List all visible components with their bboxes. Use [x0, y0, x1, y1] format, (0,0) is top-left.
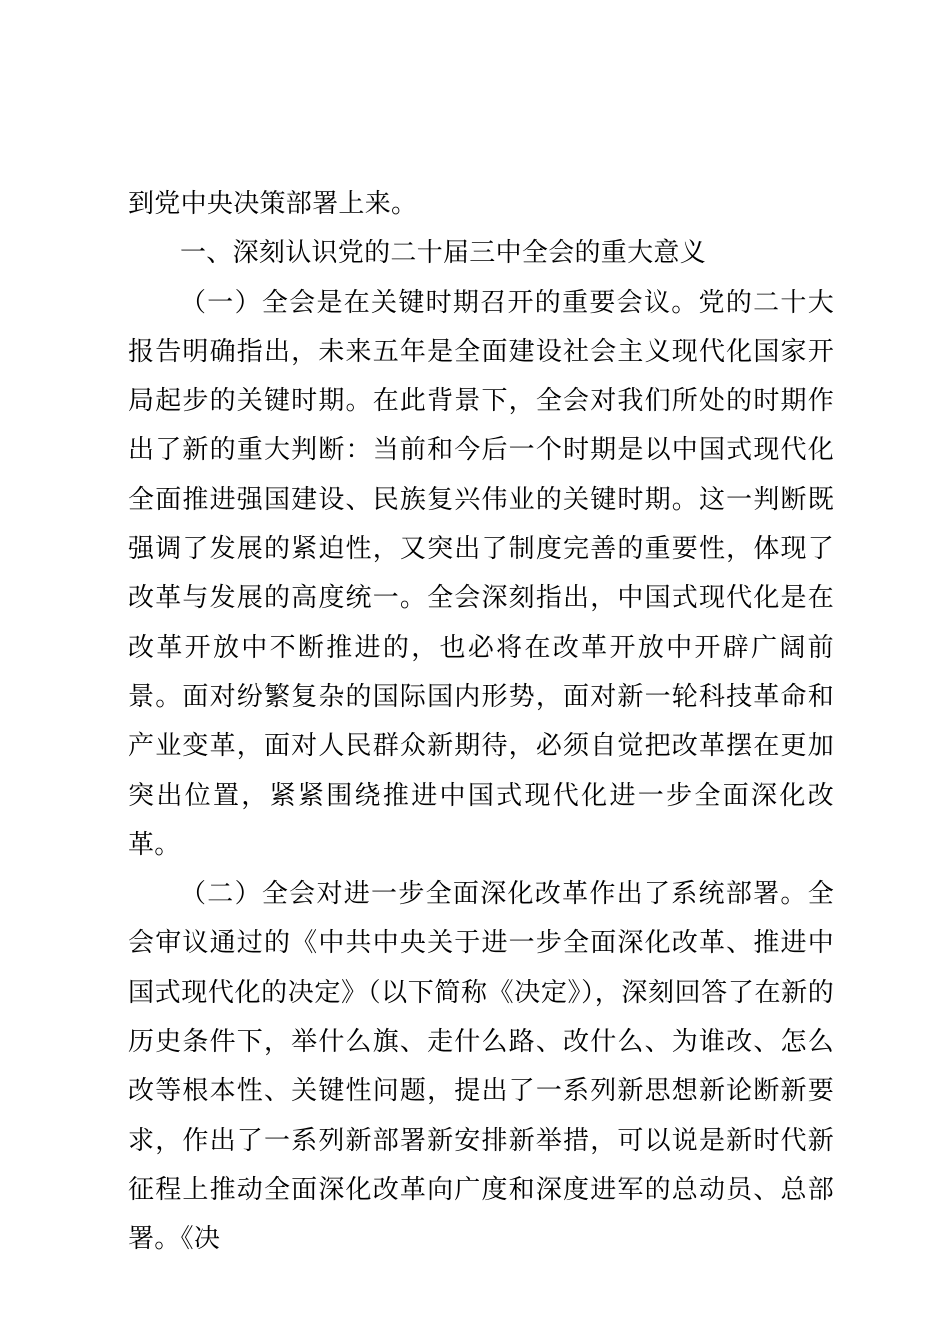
continuation-paragraph: 到党中央决策部署上来。 — [128, 189, 418, 219]
body-paragraph-1: （一）全会是在关键时期召开的重要会议。党的二十大报告明确指出，未来五年是全面建设社会主义现代化国家开局起步的关键时期。在此背景下，全会对我们所处的时期作出了新的重大判断：当前和今后一个时期是以中国式现代化全面推进强国建设、民族复兴伟业的关键时期。这一判断既强调了发展的紧迫性，又突出了制度完善的重要性，体现了改革与发展的高度统一。全会深刻指出，中国式现代化是在改革开放中不断推进的，也必将在改革开放中开辟广阔前景。面对纷繁复杂的国际国内形势，面对新一轮科技革命和产业变革，面对人民群众新期待，必须自觉把改革摆在更加突出位置，紧紧围绕推进中国式现代化进一步全面深化改革。 — [128, 287, 834, 860]
body-paragraph-2: （二）全会对进一步全面深化改革作出了系统部署。全会审议通过的《中共中央关于进一步全面深化改革、推进中国式现代化的决定》（以下简称《决定》），深刻回答了在新的历史条件下，举什么旗、走什么路、改什么、为谁改、怎么改等根本性、关键性问题，提出了一系列新思想新论断新要求，作出了一系列新部署新安排新举措，可以说是新时代新征程上推动全面深化改革向广度和深度进军的总动员、总部署。《决 — [128, 879, 834, 1255]
section-heading: 一、深刻认识党的二十届三中全会的重大意义 — [180, 238, 707, 269]
document-body — [128, 180, 834, 1265]
